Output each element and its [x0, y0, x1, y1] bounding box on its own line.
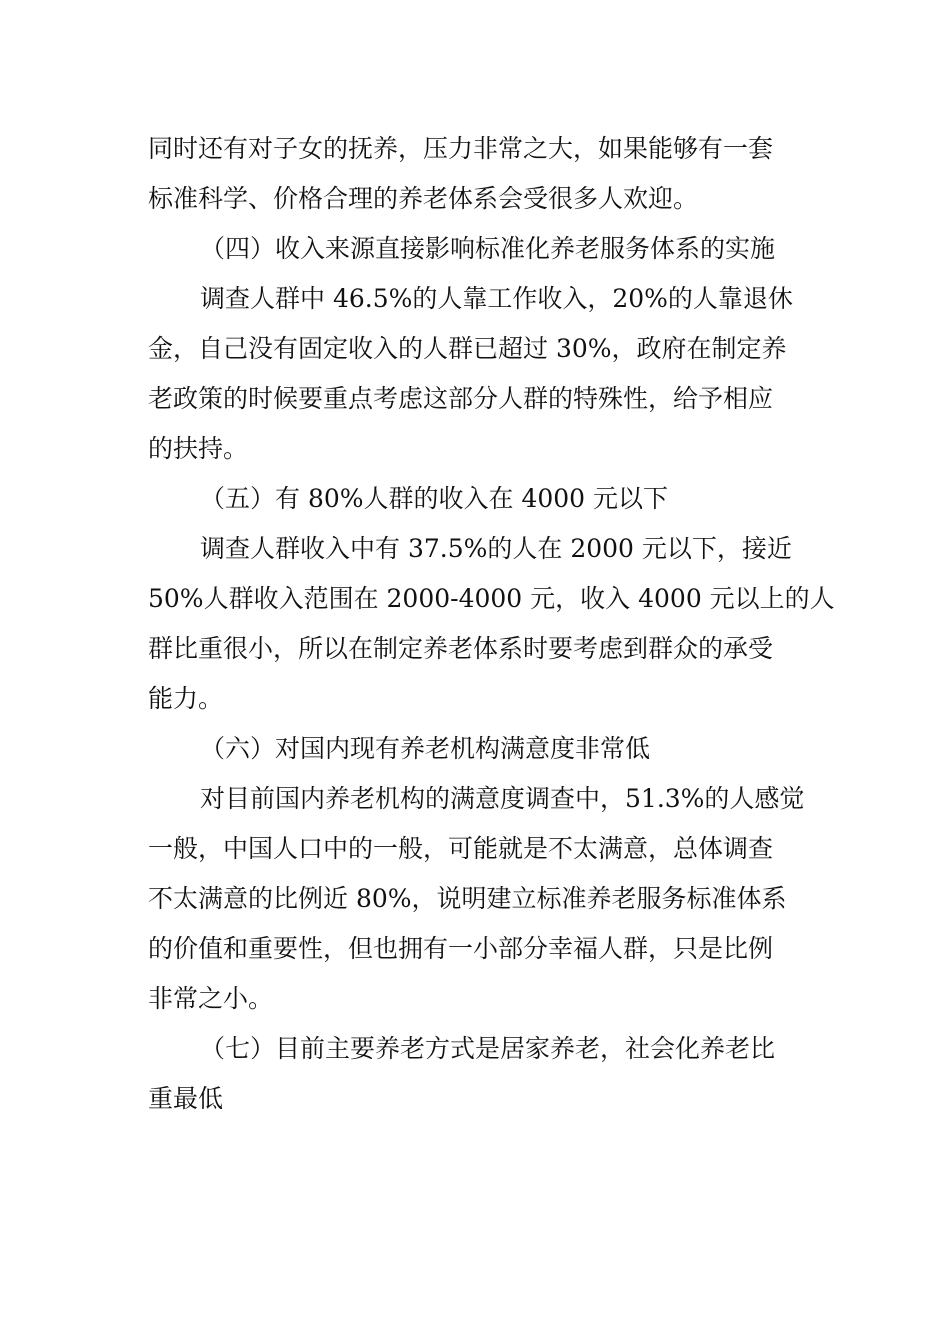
text-line: 调查人群中 46.5%的人靠工作收入，20%的人靠退休 [200, 284, 793, 313]
text-line: 老政策的时候要重点考虑这部分人群的特殊性，给予相应 [148, 384, 774, 413]
text-line: 同时还有对子女的抚养，压力非常之大，如果能够有一套 [148, 134, 774, 163]
section-heading-7: （七）目前主要养老方式是居家养老，社会化养老比 [200, 1034, 776, 1063]
text-line: 群比重很小，所以在制定养老体系时要考虑到群众的承受 [148, 634, 774, 663]
text-line: 一般，中国人口中的一般，可能就是不太满意，总体调查 [148, 834, 774, 863]
text-line: 的价值和重要性，但也拥有一小部分幸福人群，只是比例 [148, 934, 774, 963]
text-line: 金，自己没有固定收入的人群已超过 30%，政府在制定养 [148, 334, 787, 363]
text-line: 标准科学、价格合理的养老体系会受很多人欢迎。 [148, 184, 699, 213]
text-line: 重最低 [148, 1084, 224, 1113]
text-line: 50%人群收入范围在 2000-4000 元，收入 4000 元以上的人 [148, 584, 835, 613]
text-line: 调查人群收入中有 37.5%的人在 2000 元以下，接近 [200, 534, 792, 563]
section-heading-4: （四）收入来源直接影响标准化养老服务体系的实施 [200, 234, 776, 263]
section-heading-6: （六）对国内现有养老机构满意度非常低 [200, 734, 651, 763]
text-line: 的扶持。 [148, 434, 249, 463]
text-line: 非常之小。 [148, 984, 274, 1013]
text-line: 对目前国内养老机构的满意度调查中，51.3%的人感觉 [200, 784, 805, 813]
text-line: 不太满意的比例近 80%，说明建立标准养老服务标准体系 [148, 884, 787, 913]
text-line: 能力。 [148, 684, 224, 713]
section-heading-5: （五）有 80%人群的收入在 4000 元以下 [200, 484, 669, 513]
